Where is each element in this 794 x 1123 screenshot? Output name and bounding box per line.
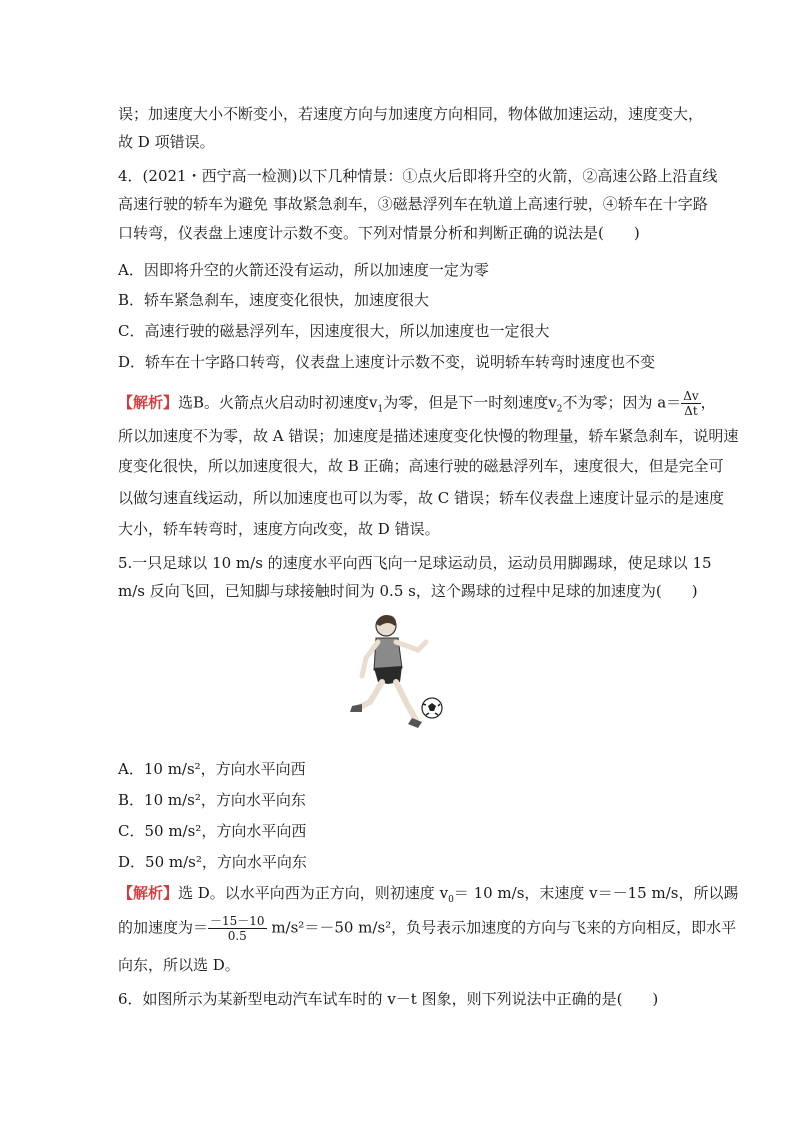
analysis-text: m/s²＝－50 m/s²，负号表示加速度的方向与飞来的方向相反，即水平	[266, 918, 737, 937]
question-stem: 4．(2021・西宁高一检测)以下几种情景：①点火后即将升空的火箭，②高速公路上沿直线	[118, 167, 718, 185]
analysis-text: ，	[700, 393, 716, 412]
analysis-line: 所以加速度不为零，故 A 错误；加速度是描述速度变化快慢的物理量，轿车紧急刹车，说明速	[118, 427, 739, 445]
player-leg	[396, 682, 416, 720]
analysis-text: 选B。火箭点火启动时初速度v	[178, 393, 378, 412]
option-a: A．10 m/s²，方向水平向西	[118, 760, 306, 778]
option-a: A．因即将升空的火箭还没有运动，所以加速度一定为零	[118, 261, 489, 279]
soccer-player-illustration	[340, 612, 450, 732]
analysis-line	[118, 389, 716, 421]
analysis-line: 大小，轿车转弯时，速度方向改变，故 D 错误。	[118, 520, 440, 538]
option-c: C．高速行驶的磁悬浮列车，因速度很大，所以加速度也一定很大	[118, 322, 550, 340]
fraction-denominator: Δt	[684, 404, 698, 418]
player-arm	[396, 642, 426, 650]
fraction-denominator: 0.5	[227, 929, 247, 943]
analysis-text: 的加速度为＝	[118, 918, 209, 937]
analysis-line: 以做匀速直线运动，所以加速度也可以为零，故 C 错误；轿车仪表盘上速度计显示的是速度	[118, 489, 725, 507]
option-d: D．轿车在十字路口转弯，仪表盘上速度计示数不变，说明轿车转弯时速度也不变	[118, 353, 656, 371]
text-line: 误；加速度大小不断变小，若速度方向与加速度方向相同，物体做加速运动，速度变大，	[118, 105, 704, 123]
option-b: B．10 m/s²，方向水平向东	[118, 791, 306, 809]
question-stem: m/s 反向飞回，已知脚与球接触时间为 0.5 s，这个踢球的过程中足球的加速度为( )	[118, 582, 698, 600]
analysis-line: 向东，所以选 D。	[118, 956, 240, 974]
analysis-tag: 【解析】	[118, 884, 179, 902]
fraction-numerator: Δv	[683, 389, 699, 403]
analysis-text: 选 D。以水平向西为正方向，则初速度 v	[178, 884, 449, 902]
option-c: C．50 m/s²，方向水平向西	[118, 822, 307, 840]
analysis-text: 为零，但是下一时刻速度v	[383, 393, 557, 412]
text-line: 故 D 项错误。	[118, 133, 215, 151]
subscript: 1	[377, 404, 384, 415]
fraction	[208, 914, 267, 943]
option-d: D．50 m/s²，方向水平向东	[118, 853, 307, 871]
analysis-tag: 【解析】	[118, 393, 179, 412]
analysis-line	[118, 914, 736, 943]
player-shoe	[408, 718, 422, 728]
analysis-text: 不为零；因为 a＝	[562, 393, 682, 412]
analysis-line	[118, 882, 738, 911]
player-shoe	[350, 704, 362, 712]
fraction	[681, 389, 700, 418]
analysis-text: ＝ 10 m/s，末速度 v＝－15 m/s，所以踢	[453, 884, 739, 902]
question-stem: 6．如图所示为某新型电动汽车试车时的 v－t 图象，则下列说法中正确的是( )	[118, 990, 659, 1008]
question-stem: 5.一只足球以 10 m/s 的速度水平向西飞向一足球运动员，运动员用脚踢球，使足球以 15	[118, 554, 712, 572]
subscript: 0	[448, 895, 454, 905]
option-b: B．轿车紧急刹车，速度变化很快，加速度很大	[118, 291, 430, 309]
question-stem: 口转弯，仪表盘上速度计示数不变。下列对情景分析和判断正确的说法是( )	[118, 224, 640, 242]
analysis-line: 度变化很快，所以加速度很大，故 B 正确；高速行驶的磁悬浮列车，速度很大，但是完全可	[118, 457, 724, 475]
subscript: 2	[556, 404, 563, 415]
question-stem: 高速行驶的轿车为避免 事故紧急刹车，③磁悬浮列车在轨道上高速行驶，④轿车在十字路	[118, 195, 708, 213]
fraction-numerator: －15－10	[210, 914, 265, 928]
